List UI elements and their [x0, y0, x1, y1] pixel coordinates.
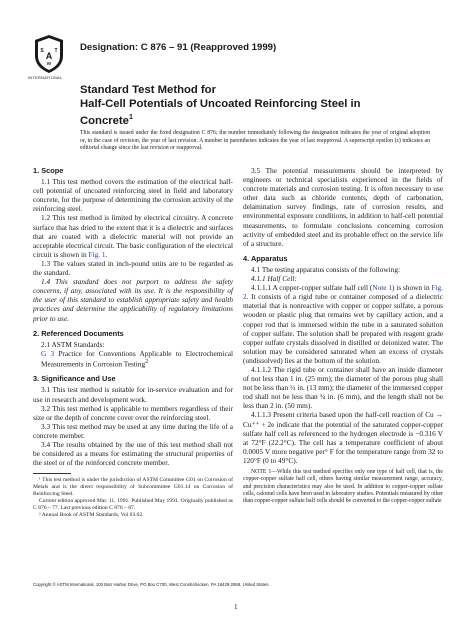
g3-footnote-mark: 2 [145, 358, 149, 365]
footnote-2: ² Annual Book of ASTM Standards, Vol 03.02. [39, 511, 144, 518]
title-text: Concrete [80, 114, 129, 127]
para-3-4: 3.4 The results obtained by the use of this test method shall not be considered as a means for estimating the structural properties of the steel or of the reinforced concrete member. [33, 440, 233, 468]
para-1-1: 1.1 This test method covers the estimation of the electrical half-cell potential of uncoated reinforcing steel in field and laboratory concrete, for the purpose of determining the corrosion activity of the reinforcing steel. [33, 177, 233, 214]
para-3-1: 3.1 This test method is suitable for in-service evaluation and for use in research and development work. [33, 385, 233, 404]
g3-title: Practice for Conventions Applicable to Electrochemical Measurements in Corrosion Testing [41, 348, 233, 369]
footnote-1-edition: Current edition approved Mar. 11, 1991. Published May 1991. Originally published as C 876 – 77. Last previous edition C 876 – 87. [33, 498, 233, 511]
title-line-3 [80, 111, 420, 128]
right-column [243, 166, 443, 505]
note-1 [243, 469, 443, 505]
para-4-1-1-2: 4.1.1.2 The rigid tube or container shall have an inside diameter of not less than 1 in. (25 mm); the diameter of the porous plug shall not be less than ½ in. (13 mm); the diameter of the immersed copper rod shall not be less than ¼ in. (6 mm), and the length shall not be less than 2 in. (50 mm). [243, 364, 444, 411]
issuance-notice: This standard is issued under the fixed designation C 876; the number immediately following the designation indicates the year of original adoption or, in the case of revision, the year of last revision. A number in parentheses indicates the year of last reapproval. A superscript epsilon (ε) indicates an editorial change since the last revision or reapproval. [80, 130, 430, 152]
section-heading-apparatus: 4. Apparatus [243, 253, 288, 263]
para-4-1-1-1-text-c: . It consists of a rigid tube or container composed of a dielectric material that is nonreactive with copper or copper sulfate, a porous wooden or plastic plug that remains wet by capillary action, and a copper rod that is immersed within the tube in a saturated solution of copper sulfate. The solution shall be prepared with reagent grade copper sulfate crystals dissolved in distilled or deionized water. The solution may be considered saturated when an excess of crystals (undissolved) lies at the bottom of the solution. [243, 292, 443, 365]
para-1-4: 1.4 This standard does not purport to address the safety concerns, if any, associated with its use. It is the responsibility of the user of this standard to establish appropriate safety and health practices and determine the applicability of regulatory limitations prior to use. [33, 277, 233, 323]
para-1-2-end: . [105, 249, 108, 259]
svg-text:S: S [40, 48, 44, 54]
para-4-1-1-1-text-a: 4.1.1.1 A copper-copper sulfate half cell ( [251, 283, 373, 293]
section-heading-scope: 1. Scope [33, 166, 64, 175]
left-column [33, 166, 233, 519]
footnote-1: ¹ This test method is under the jurisdiction of ASTM Committee G01 on Corrosion of Metals and is the direct responsibility of Subcommittee G01.14 on Corrosion of Reinforcing Steel. [33, 477, 233, 498]
footnote-divider [33, 473, 71, 474]
para-4-1-1: 4.1.1 Half Cell: [251, 274, 297, 284]
reference-g3 [33, 349, 233, 369]
note-1-text: NOTE 1—While this test method specifies only one type of half cell, that is, the copper-copper sulfate half cell, others having similar measurement range, accuracy, and precision characteristics may also be used. In addition to copper-copper sulfate cells, calomel cells have been used in laboratory studies. Potentials measured by other than copper-copper sulfate half cells should be converted to the copper-copper sulfate [243, 469, 443, 505]
para-1-3: 1.3 The values stated in inch-pound units are to be regarded as the standard. [33, 258, 233, 278]
para-2-1: 2.1 ASTM Standards: [41, 339, 105, 349]
title-line-1: Standard Test Method for [80, 84, 216, 96]
g3-link[interactable]: G 3 [41, 348, 55, 358]
note-1-link[interactable]: Note 1 [372, 283, 393, 293]
astm-logo-icon [33, 34, 65, 74]
footnotes [33, 477, 233, 518]
svg-text:M: M [47, 61, 51, 66]
fig-2-link[interactable]: Fig. 2 [243, 283, 443, 302]
para-1-2 [33, 213, 233, 258]
para-3-5: 3.5 The potential measurements should be interpreted by engineers or technical specialists experienced in the fields of concrete materials and corrosion testing. It is often necessary to use other data such as chloride contents, depth of carbonation, delamination survey findings, rate of corrosion results, and environmental exposure conditions, in addition to half-cell potential measurements, to formulate conclusions concerning corrosion activity of embedded steel and its probable effect on the service life of a structure. [243, 166, 443, 248]
para-1-2-text: 1.2 This test method is limited by electrical circuitry. A concrete surface that has dried to the extent that it is a dielectric and surfaces that are coated with a dielectric material will not provide an acceptable electrical circuit. The basic configuration of the electrical circuit is shown in [33, 213, 233, 259]
page-number: 1 [234, 603, 238, 611]
para-4-1-1-1 [243, 283, 443, 365]
para-4-1-1-1-text-b: ) is shown in [392, 283, 432, 293]
para-4-1: 4.1 The testing apparatus consists of the following: [251, 264, 401, 274]
title-line-2: Half-Cell Potentials of Uncoated Reinforcing Steel in [80, 97, 361, 110]
para-4-1-1-3: 4.1.1.3 Present criteria based upon the half-cell reaction of Cu → Cu⁺⁺ + 2e indicate that the potential of the saturated copper-copper sulfate half cell as referenced to the hydrogen electrode is −0.316 V at 72°F (22.2°C). The cell has a temperature coefficient of about 0.0005 V more negative per° F for the temperature range from 32 to 120°F (0 to 49°C). [243, 410, 443, 465]
section-heading-referenced-documents: 2. Referenced Documents [33, 328, 124, 338]
title-footnote-mark: 1 [128, 114, 133, 121]
designation: Designation: C 876 – 91 (Reapproved 1999) [80, 42, 277, 53]
svg-text:T: T [54, 48, 58, 54]
fig-1-link[interactable]: Fig. 1 [88, 249, 106, 259]
para-3-3: 3.3 This test method may be used at any time during the life of a concrete member. [33, 421, 233, 440]
copyright: Copyright © ASTM International, 100 Barr Harbor Drive, PO Box C700, West Conshohocken, PA 19428-2959, United States. [33, 582, 270, 587]
svg-text:A: A [45, 51, 53, 61]
logo-caption: INTERNATIONAL [28, 75, 63, 80]
document-title [80, 84, 420, 128]
section-heading-significance: 3. Significance and Use [33, 374, 116, 384]
para-3-2: 3.2 This test method is applicable to members regardless of their size or the depth of concrete cover over the reinforcing steel. [33, 403, 233, 422]
